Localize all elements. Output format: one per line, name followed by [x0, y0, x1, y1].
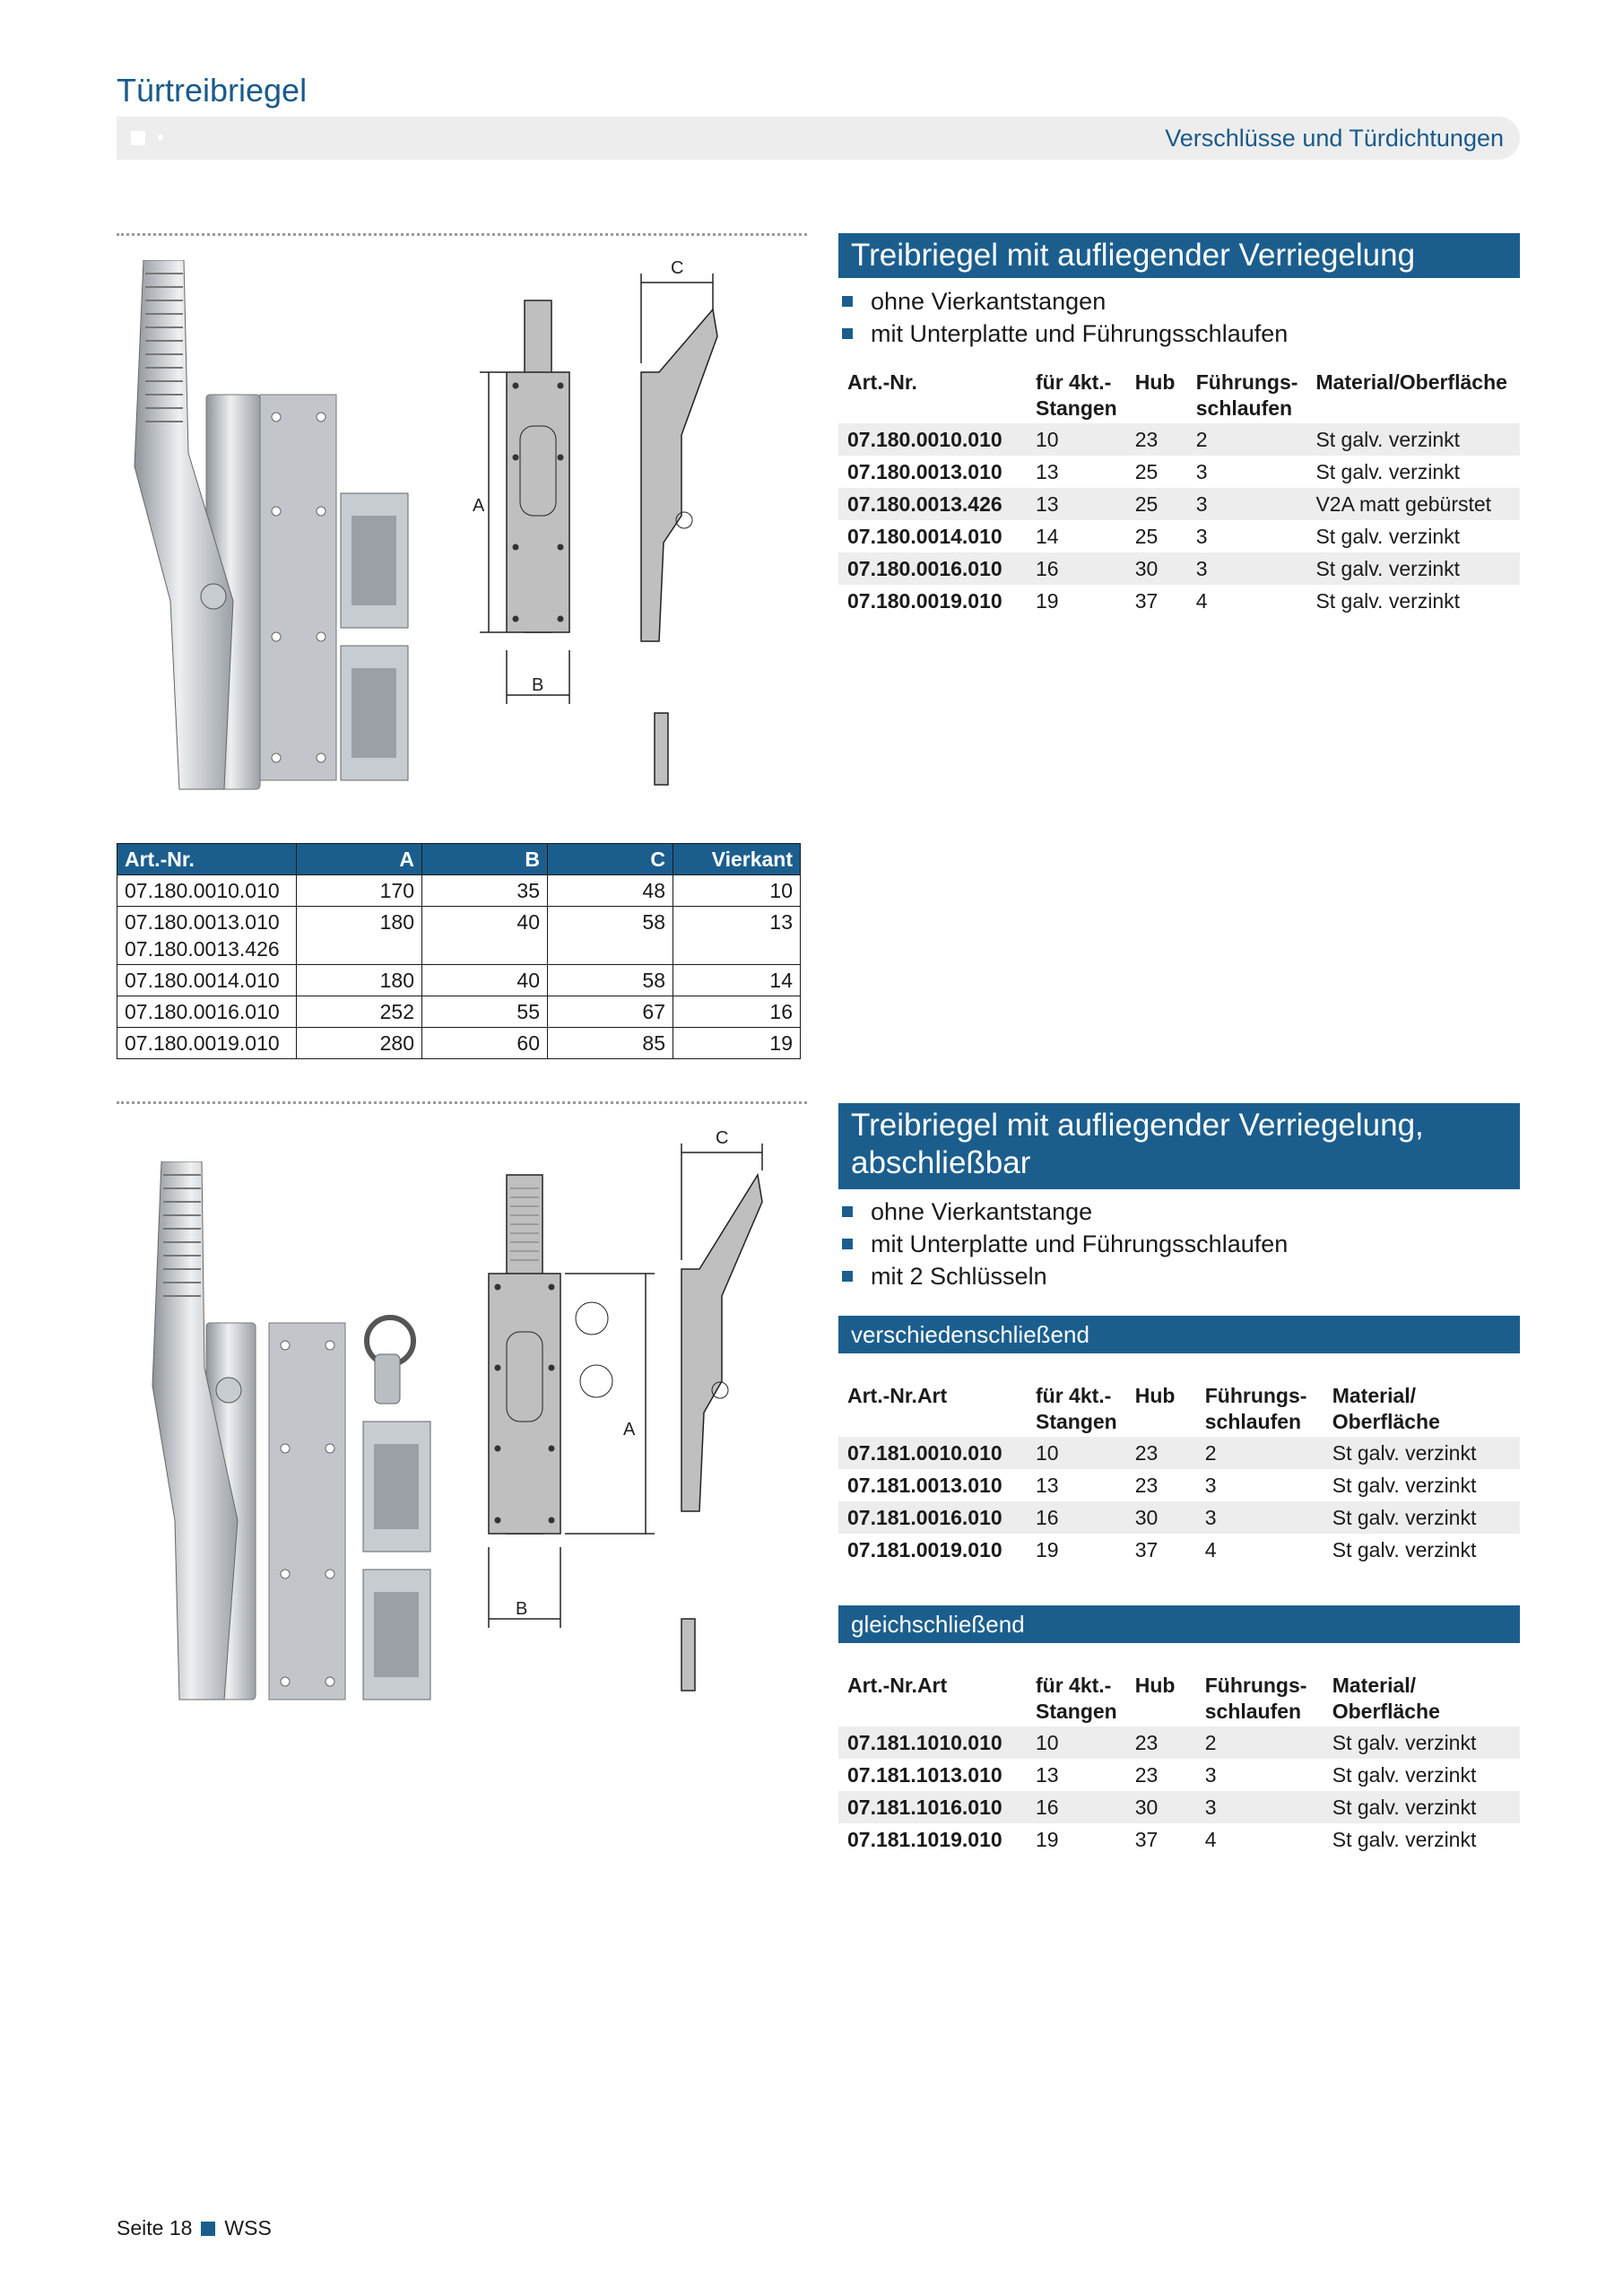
table-cell: 25	[1126, 488, 1187, 520]
table-cell: 55	[422, 996, 548, 1028]
table-row	[838, 585, 1520, 617]
table-cell: 180	[297, 907, 422, 965]
dim-label-c: C	[716, 1128, 729, 1148]
table-cell: 23	[1134, 1474, 1159, 1497]
table-cell: 14	[673, 965, 801, 996]
dot-icon	[158, 135, 163, 140]
table-cell: 16	[1027, 1791, 1126, 1823]
column-header: für 4kt.- Stangen	[1036, 370, 1117, 420]
spec-table-gleichschliessend	[838, 1671, 1520, 1856]
table-cell: St galv. verzinkt	[1324, 1791, 1520, 1823]
column-header: C	[548, 844, 673, 875]
dim-label-a: A	[473, 496, 485, 516]
table-cell: 19	[1036, 1538, 1059, 1561]
table-cell: 37	[1134, 1828, 1159, 1851]
technical-drawing-1	[453, 256, 722, 812]
table-cell: 30	[1126, 552, 1187, 585]
footer	[117, 2216, 272, 2240]
table-cell: 48	[548, 875, 673, 907]
product-photo-2	[143, 1161, 448, 1709]
section-2-title-line-2: abschließbar	[851, 1145, 1031, 1180]
section-divider	[117, 1101, 807, 1104]
section-2-title	[838, 1103, 1520, 1189]
bullet-item: ohne Vierkantstange	[838, 1196, 1288, 1228]
table-cell: St galv. verzinkt	[1324, 1501, 1520, 1534]
table-cell: 180	[297, 965, 422, 996]
column-header: für 4kt.- Stangen	[1036, 1674, 1117, 1723]
table-cell: 3	[1196, 1791, 1324, 1823]
article-number-cell: 07.180.0016.010	[838, 552, 1027, 585]
column-header: Führungs- schlaufen	[1204, 1674, 1307, 1723]
header-bar	[117, 117, 1520, 160]
dim-label-a: A	[623, 1420, 636, 1439]
table-cell: 4	[1195, 589, 1208, 613]
column-header: Art.-Nr.	[117, 844, 297, 875]
table-cell: St galv. verzinkt	[1306, 423, 1520, 456]
table-cell: 10	[1027, 1726, 1126, 1759]
table-cell: St galv. verzinkt	[1332, 1763, 1477, 1787]
table-cell: 3	[1204, 1474, 1217, 1497]
table-cell: 30	[1126, 1501, 1196, 1534]
table-cell: 60	[422, 1028, 548, 1059]
table-cell: St galv. verzinkt	[1324, 1726, 1520, 1759]
table-row	[838, 423, 1520, 456]
table-cell: St galv. verzinkt	[1315, 460, 1461, 483]
table-cell: 10	[673, 875, 801, 907]
table-cell: 16	[673, 996, 801, 1028]
table-cell: 10	[1027, 1437, 1126, 1469]
table-cell: St galv. verzinkt	[1332, 1474, 1477, 1497]
table-row	[838, 1759, 1520, 1791]
table-cell: 23	[1126, 1726, 1196, 1759]
table-cell: 4	[1204, 1538, 1217, 1561]
column-header: Material/ Oberfläche	[1332, 1384, 1440, 1433]
article-number-cell: 07.180.0014.010	[117, 965, 297, 996]
table-cell: 23	[1134, 1763, 1159, 1787]
bullet-item: mit Unterplatte und Führungsschlaufen	[838, 1228, 1288, 1260]
table-cell: 2	[1196, 1726, 1324, 1759]
table-row	[838, 488, 1520, 520]
square-icon	[131, 131, 145, 145]
article-number-cell: 07.181.1016.010	[838, 1791, 1027, 1823]
bullet-item: mit 2 Schlüsseln	[838, 1260, 1288, 1292]
technical-drawing-2	[480, 1126, 785, 1726]
article-number-cell: 07.181.0019.010	[847, 1538, 1002, 1561]
table-cell: 13	[1036, 460, 1059, 483]
table-row	[117, 1028, 801, 1059]
table-cell: 280	[297, 1028, 422, 1059]
section-2-title-line-1: Treibriegel mit aufliegender Verriegelung,	[851, 1108, 1424, 1143]
column-header: Führungs- schlaufen	[1195, 370, 1298, 420]
table-cell: St galv. verzinkt	[1332, 1538, 1477, 1561]
table-cell: 14	[1036, 525, 1059, 548]
table-cell: 19	[673, 1028, 801, 1059]
table-cell: 19	[1036, 589, 1059, 613]
table-cell: 25	[1134, 460, 1159, 483]
table-cell: 3	[1204, 1763, 1217, 1787]
article-number-cell: 07.180.0010.010	[117, 875, 297, 907]
footer-page-number: Seite 18	[117, 2216, 193, 2239]
section-divider	[117, 233, 807, 236]
article-number-cell: 07.180.0013.010 07.180.0013.426	[117, 907, 297, 965]
subsection-title-verschiedenschliessend: verschiedenschließend	[838, 1316, 1520, 1353]
page-title: Türtreibriegel	[117, 72, 308, 109]
table-cell: 58	[548, 965, 673, 996]
column-header: für 4kt.- Stangen	[1036, 1384, 1117, 1433]
table-row	[838, 552, 1520, 585]
table-row	[838, 520, 1520, 552]
table-cell: 85	[548, 1028, 673, 1059]
footer-brand: WSS	[224, 2216, 272, 2239]
column-header: Art.-Nr.	[847, 370, 917, 394]
column-header: Hub	[1134, 1384, 1176, 1407]
article-number-cell: 07.180.0013.426	[838, 488, 1027, 520]
article-number-cell: 07.181.1013.010	[847, 1763, 1002, 1787]
table-row	[838, 1823, 1520, 1856]
table-cell: St galv. verzinkt	[1315, 589, 1461, 613]
table-cell: St galv. verzinkt	[1306, 552, 1520, 585]
article-number-cell: 07.180.0019.010	[847, 589, 1002, 613]
section-1-bullets	[838, 285, 1288, 350]
table-cell: 2	[1187, 423, 1307, 456]
table-cell: 23	[1126, 1437, 1196, 1469]
table-row	[117, 907, 801, 965]
table-cell: 170	[297, 875, 422, 907]
column-header: Art.-Nr.Art	[847, 1674, 948, 1697]
table-cell: 19	[1036, 1828, 1059, 1851]
article-number-cell: 07.180.0013.010	[847, 460, 1002, 483]
article-number-cell: 07.180.0019.010	[117, 1028, 297, 1059]
table-cell: 3	[1196, 1501, 1324, 1534]
table-cell: 13	[1036, 1474, 1059, 1497]
article-number-cell: 07.181.0010.010	[838, 1437, 1027, 1469]
article-number-cell: 07.181.1010.010	[838, 1726, 1027, 1759]
table-row	[838, 1726, 1520, 1759]
table-row	[117, 996, 801, 1028]
bullet-item: ohne Vierkantstangen	[838, 285, 1288, 317]
column-header: Führungs- schlaufen	[1204, 1384, 1307, 1433]
column-header: Art.-Nr.Art	[847, 1384, 948, 1407]
column-header: Vierkant	[673, 844, 801, 875]
square-icon	[201, 2222, 215, 2236]
column-header: B	[422, 844, 548, 875]
article-number-cell: 07.180.0010.010	[838, 423, 1027, 456]
article-number-cell: 07.181.1019.010	[847, 1828, 1002, 1851]
table-cell: 3	[1195, 525, 1208, 548]
subsection-title-gleichschliessend: gleichschließend	[838, 1605, 1520, 1643]
dim-label-c: C	[671, 258, 684, 278]
table-cell: 23	[1126, 423, 1187, 456]
spec-table-verschiedenschliessend	[838, 1381, 1520, 1566]
section-1-title: Treibriegel mit aufliegender Verriegelung	[838, 233, 1520, 278]
table-cell: 3	[1187, 488, 1307, 520]
table-cell: St galv. verzinkt	[1315, 525, 1461, 548]
table-cell: 3	[1187, 552, 1307, 585]
column-header: A	[297, 844, 422, 875]
column-header: Material/ Oberfläche	[1332, 1674, 1440, 1723]
column-header: Hub	[1134, 370, 1176, 394]
dimension-table	[117, 843, 801, 1059]
article-number-cell: 07.180.0016.010	[117, 996, 297, 1028]
table-row	[838, 1437, 1520, 1469]
category-label: Verschlüsse und Türdichtungen	[1165, 125, 1504, 152]
table-cell: 13	[673, 907, 801, 965]
table-cell: 13	[1027, 488, 1126, 520]
table-cell: 252	[297, 996, 422, 1028]
table-cell: 40	[422, 907, 548, 965]
table-cell: 3	[1195, 460, 1208, 483]
table-cell: 40	[422, 965, 548, 996]
dim-label-b: B	[532, 675, 544, 695]
table-cell: 2	[1196, 1437, 1324, 1469]
table-cell: 16	[1027, 552, 1126, 585]
table-cell: St galv. verzinkt	[1332, 1828, 1477, 1851]
table-cell: 35	[422, 875, 548, 907]
table-cell: 37	[1134, 1538, 1159, 1561]
article-number-cell: 07.180.0014.010	[847, 525, 1002, 548]
section-2-bullets	[838, 1196, 1288, 1292]
table-cell: 25	[1134, 525, 1159, 548]
table-cell: 58	[548, 907, 673, 965]
bullet-item: mit Unterplatte und Führungsschlaufen	[838, 317, 1288, 350]
table-row	[838, 456, 1520, 488]
table-cell: 4	[1204, 1828, 1217, 1851]
column-header: Hub	[1134, 1674, 1176, 1697]
table-cell: 37	[1134, 589, 1159, 613]
table-cell: St galv. verzinkt	[1324, 1437, 1520, 1469]
article-number-cell: 07.181.0013.010	[847, 1474, 1002, 1497]
product-photo-1	[117, 260, 412, 807]
table-cell: 13	[1036, 1763, 1059, 1787]
table-row	[838, 1534, 1520, 1566]
table-row	[838, 1791, 1520, 1823]
article-number-cell: 07.181.0016.010	[838, 1501, 1027, 1534]
table-row	[117, 875, 801, 907]
section-1-spec-table	[838, 368, 1520, 617]
table-row	[838, 1469, 1520, 1501]
table-cell: 67	[548, 996, 673, 1028]
column-header: Material/Oberfläche	[1315, 370, 1507, 394]
table-cell: 30	[1126, 1791, 1196, 1823]
table-cell: 10	[1027, 423, 1126, 456]
table-cell: V2A matt gebürstet	[1306, 488, 1520, 520]
table-cell: 16	[1027, 1501, 1126, 1534]
table-row	[117, 965, 801, 996]
dim-label-b: B	[516, 1599, 528, 1619]
table-row	[838, 1501, 1520, 1534]
